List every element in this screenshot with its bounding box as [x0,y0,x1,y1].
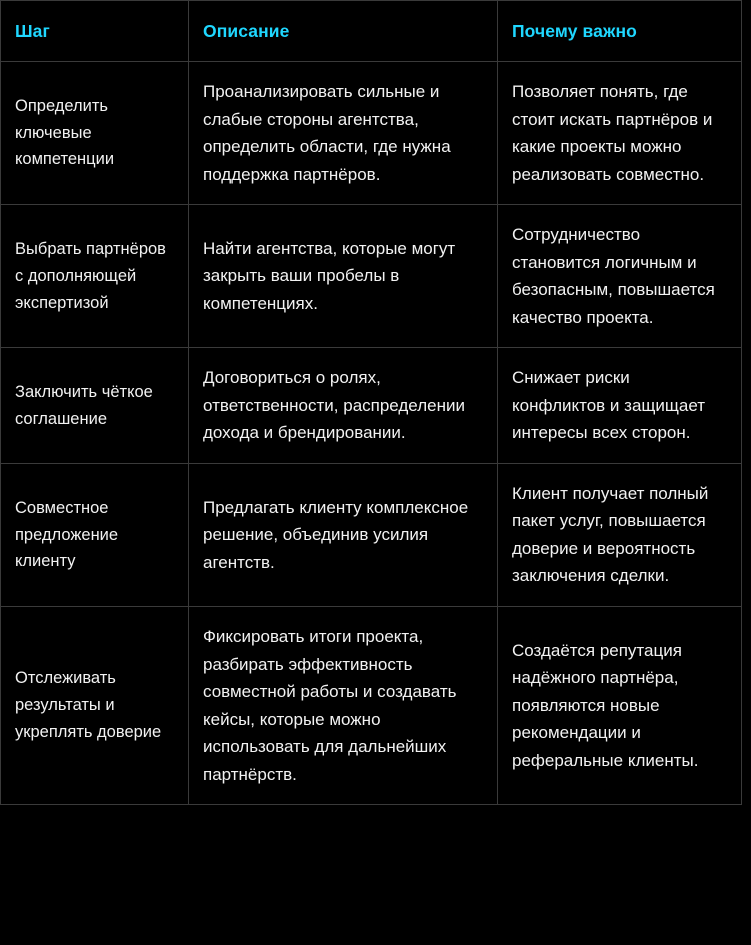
column-header-importance: Почему важно [498,1,742,62]
cell-step: Совместное предложение клиенту [1,463,189,606]
cell-importance: Клиент получает полный пакет услуг, повышается доверие и вероятность заключения сделки. [498,463,742,606]
cell-importance: Создаётся репутация надёжного партнёра, появляются новые рекомендации и реферальные клиенты. [498,606,742,804]
table-row [1,62,742,205]
column-header-description: Описание [189,1,498,62]
cell-description: Фиксировать итоги проекта, разбирать эффективность совместной работы и создавать кейсы, которые можно использовать для дальнейших партнёрств. [189,606,498,804]
table-row [1,348,742,464]
table-header [1,1,742,62]
table-body [1,62,742,805]
cell-step: Заключить чёткое соглашение [1,348,189,464]
column-header-step: Шаг [1,1,189,62]
cell-importance: Позволяет понять, где стоит искать партнёров и какие проекты можно реализовать совместно. [498,62,742,205]
cell-step: Отслеживать результаты и укреплять доверие [1,606,189,804]
table-header-row [1,1,742,62]
cell-step: Выбрать партнёров с дополняющей экспертизой [1,205,189,348]
cell-description: Найти агентства, которые могут закрыть ваши пробелы в компетенциях. [189,205,498,348]
cell-description: Проанализировать сильные и слабые стороны агентства, определить области, где нужна поддержка партнёров. [189,62,498,205]
table-row [1,463,742,606]
cell-step: Определить ключевые компетенции [1,62,189,205]
cell-importance: Снижает риски конфликтов и защищает интересы всех сторон. [498,348,742,464]
cell-description: Договориться о ролях, ответственности, распределении дохода и брендировании. [189,348,498,464]
table-row [1,606,742,804]
cell-description: Предлагать клиенту комплексное решение, объединив усилия агентств. [189,463,498,606]
cell-importance: Сотрудничество становится логичным и безопасным, повышается качество проекта. [498,205,742,348]
table-row [1,205,742,348]
